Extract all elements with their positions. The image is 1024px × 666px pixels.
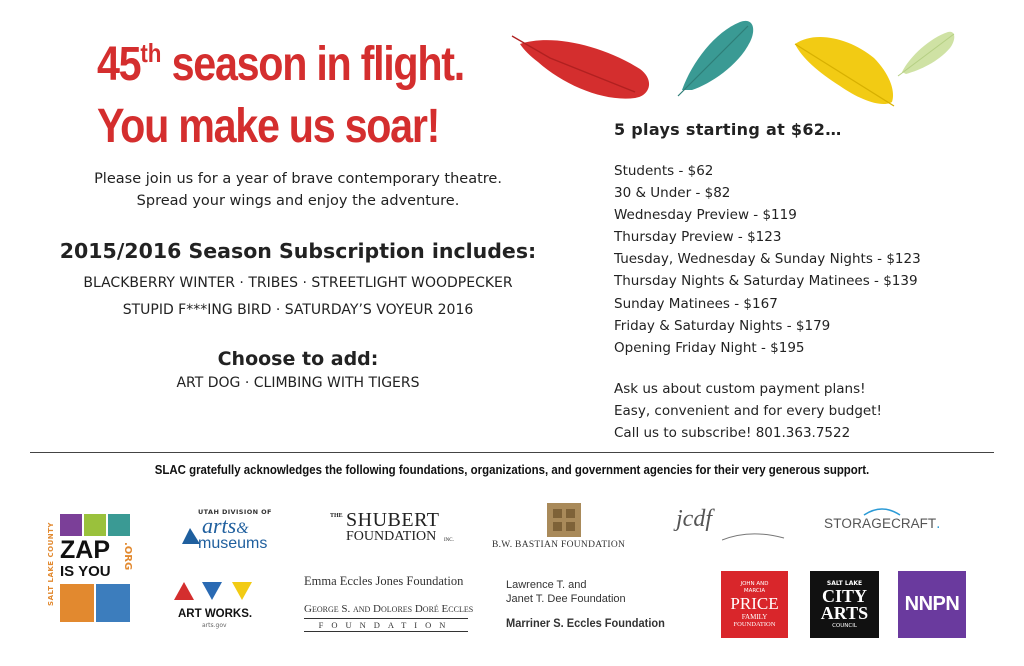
zap-tile-orange: [60, 584, 94, 622]
emma-eccles-jones-logo: Emma Eccles Jones Foundation: [304, 574, 464, 588]
nnpn-logo: [898, 571, 966, 638]
city-arts-line2: ARTS: [820, 602, 869, 623]
subscription-plays: [40, 270, 556, 324]
headline: [97, 22, 464, 158]
intro-line2: Spread your wings and enjoy the adventure.: [136, 193, 460, 209]
amp-word: &: [236, 520, 249, 537]
price-line1: FAMILY: [741, 612, 768, 621]
price-item: Thursday Preview - $123: [614, 229, 782, 246]
dore-line1: George S. and Dolores Doré Eccles: [304, 603, 474, 615]
price-item: Sunday Matinees - $167: [614, 295, 778, 312]
marriner-eccles-logo: Marriner S. Eccles Foundation: [506, 616, 665, 630]
museums-word: museums: [198, 535, 268, 552]
headline-line1-text: season in flight.: [161, 38, 464, 91]
zap-tile-green: [84, 514, 106, 536]
zap-tile-blue: [96, 584, 130, 622]
contact-line2: Easy, convenient and for every budget!: [614, 403, 882, 419]
zap-tile-purple: [60, 514, 82, 536]
dee-line2: Janet T. Dee Foundation: [506, 593, 626, 605]
price-item: 30 & Under - $82: [614, 185, 731, 202]
utah-arts-museums-logo: [180, 508, 290, 556]
bastian-emblem-icon: [546, 502, 582, 538]
nnpn-name: NNPN: [904, 593, 960, 615]
yellow-feather-icon: [795, 37, 894, 106]
city-arts-line1: CITY: [821, 585, 867, 606]
art-works-logo: [172, 580, 262, 630]
bastian-name: B.W. BASTIAN FOUNDATION: [492, 540, 626, 550]
plays-line2: STUPID F***ING BIRD · SATURDAY’S VOYEUR 2016: [122, 302, 474, 318]
price-top: JOHN AND MARCIA: [740, 580, 769, 594]
bastian-foundation-logo: [488, 502, 644, 554]
headline-line2: You make us soar!: [97, 100, 440, 153]
art-works-triangles-icon: [172, 580, 258, 602]
intro-text: [60, 168, 536, 212]
zap-dotorg: .ORG: [122, 542, 133, 571]
price-foundation-logo: [721, 571, 788, 638]
price-item: Students - $62: [614, 163, 714, 179]
shubert-foundation-logo: [330, 510, 460, 546]
storagecraft-arc-icon: [862, 507, 902, 517]
price-item: Friday & Saturday Nights - $179: [614, 317, 831, 334]
teal-feather-icon: [678, 21, 753, 96]
storagecraft-dot: .: [936, 516, 941, 532]
storagecraft-logo: [824, 513, 940, 532]
art-works-name: ART WORKS.: [178, 608, 253, 620]
lime-feather-icon: [898, 32, 954, 76]
price-name: PRICE: [730, 593, 779, 613]
price-item: Opening Friday Night - $195: [614, 339, 805, 356]
contact-phone: Call us to subscribe! 801.363.7522: [614, 425, 851, 441]
shubert-the: THE: [330, 513, 343, 519]
arts-word: arts: [202, 513, 237, 538]
shubert-name: SHUBERT: [346, 509, 440, 531]
storagecraft-b: CRAFT: [891, 516, 937, 531]
city-arts-bottom: COUNCIL: [832, 622, 857, 629]
season-number: 45: [97, 38, 141, 91]
plays-line1: BLACKBERRY WINTER · TRIBES · STREETLIGHT WOODPECKER: [83, 275, 513, 291]
city-arts-top: SALT LAKE: [826, 579, 863, 587]
pricing-title: 5 plays starting at $62…: [614, 120, 842, 139]
zap-tile-teal: [108, 514, 130, 536]
zap-county-label: SALT LAKE COUNTY: [47, 522, 55, 606]
price-item: Wednesday Preview - $119: [614, 207, 797, 224]
jcdf-logo: [676, 502, 786, 548]
storagecraft-a: STORAGE: [824, 516, 892, 531]
shubert-foundation: FOUNDATION: [346, 529, 437, 544]
section-divider: [30, 452, 994, 453]
zap-text: ZAP: [60, 536, 110, 564]
zap-logo: [47, 512, 134, 626]
utah-arts-top: UTAH DIVISION OF: [198, 508, 272, 516]
feathers-decoration: [510, 14, 960, 114]
pricing-list: [614, 160, 921, 359]
addons-title: Choose to add:: [217, 348, 379, 370]
contact-info: [614, 378, 882, 444]
acknowledgement-text: SLAC gratefully acknowledges the following foundations, organizations, and government agencies for their very generous support.: [154, 462, 870, 477]
intro-line1: Please join us for a year of brave contemporary theatre.: [94, 171, 502, 187]
red-feather-icon: [512, 36, 649, 99]
price-item: Thursday Nights & Saturday Matinees - $139: [614, 273, 918, 290]
price-line2: FOUNDATION: [733, 620, 776, 628]
zap-isyou-text: IS YOU: [60, 563, 111, 580]
dore-line2: FOUNDATION: [304, 618, 468, 632]
jcdf-name: jcdf: [676, 506, 712, 532]
dore-eccles-logo: [304, 603, 474, 632]
subscription-title: 2015/2016 Season Subscription includes:: [59, 239, 537, 263]
art-works-sub: arts.gov: [202, 622, 227, 629]
headline-line1: [97, 22, 464, 96]
dee-line1: Lawrence T. and: [506, 579, 587, 591]
city-arts-logo: [810, 571, 879, 638]
jcdf-swoosh-icon: [722, 528, 786, 544]
price-item: Tuesday, Wednesday & Sunday Nights - $123: [614, 251, 921, 268]
addons-plays: ART DOG · CLIMBING WITH TIGERS: [176, 375, 420, 391]
contact-line1: Ask us about custom payment plans!: [614, 381, 866, 397]
dee-foundation-logo: [506, 578, 626, 606]
season-ordinal: th: [140, 38, 162, 68]
shubert-inc: INC.: [444, 538, 454, 543]
